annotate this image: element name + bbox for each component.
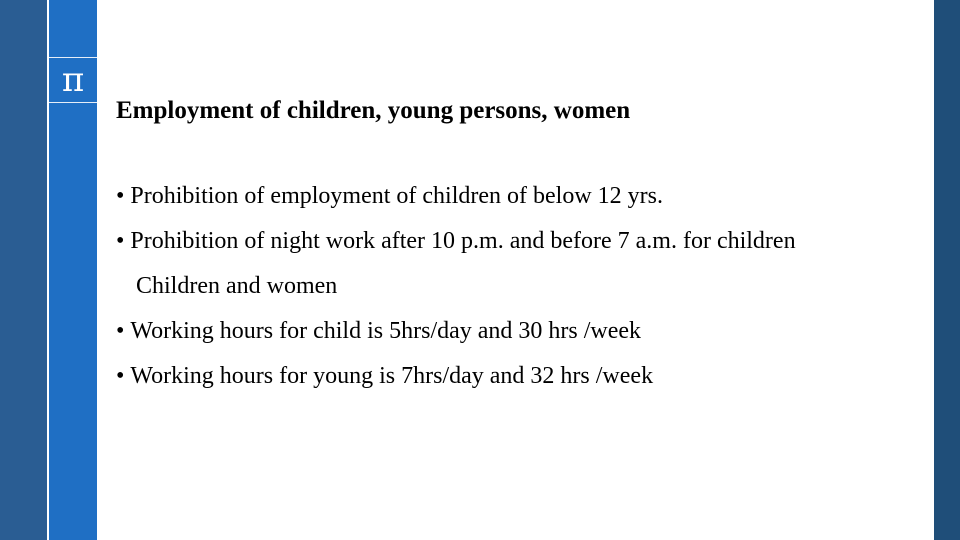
bullet-marker: • [116, 183, 125, 209]
bullet-marker: • [116, 318, 125, 344]
continuation-text: Children and women [136, 273, 338, 299]
bullet-text: Prohibition of night work after 10 p.m. and before 7 a.m. for children [130, 228, 796, 254]
slide-title: Employment of children, young persons, women [116, 97, 631, 124]
pi-icon-box [49, 57, 97, 103]
bullet-item [116, 316, 926, 361]
right-accent-band [934, 0, 960, 540]
left-accent-band [0, 0, 47, 540]
slide-content [116, 181, 926, 406]
bullet-marker: • [116, 228, 125, 254]
bullet-text: Working hours for child is 5hrs/day and 30 hrs /week [130, 318, 642, 344]
bullet-item [116, 181, 926, 226]
bullet-item [116, 361, 926, 406]
bullet-item [116, 226, 926, 271]
bullet-text: Prohibition of employment of children of below 12 yrs. [130, 183, 663, 209]
pi-icon: π [61, 60, 85, 100]
bullet-text: Working hours for young is 7hrs/day and 32 hrs /week [130, 363, 654, 389]
continuation-line [116, 271, 926, 316]
bullet-marker: • [116, 363, 125, 389]
